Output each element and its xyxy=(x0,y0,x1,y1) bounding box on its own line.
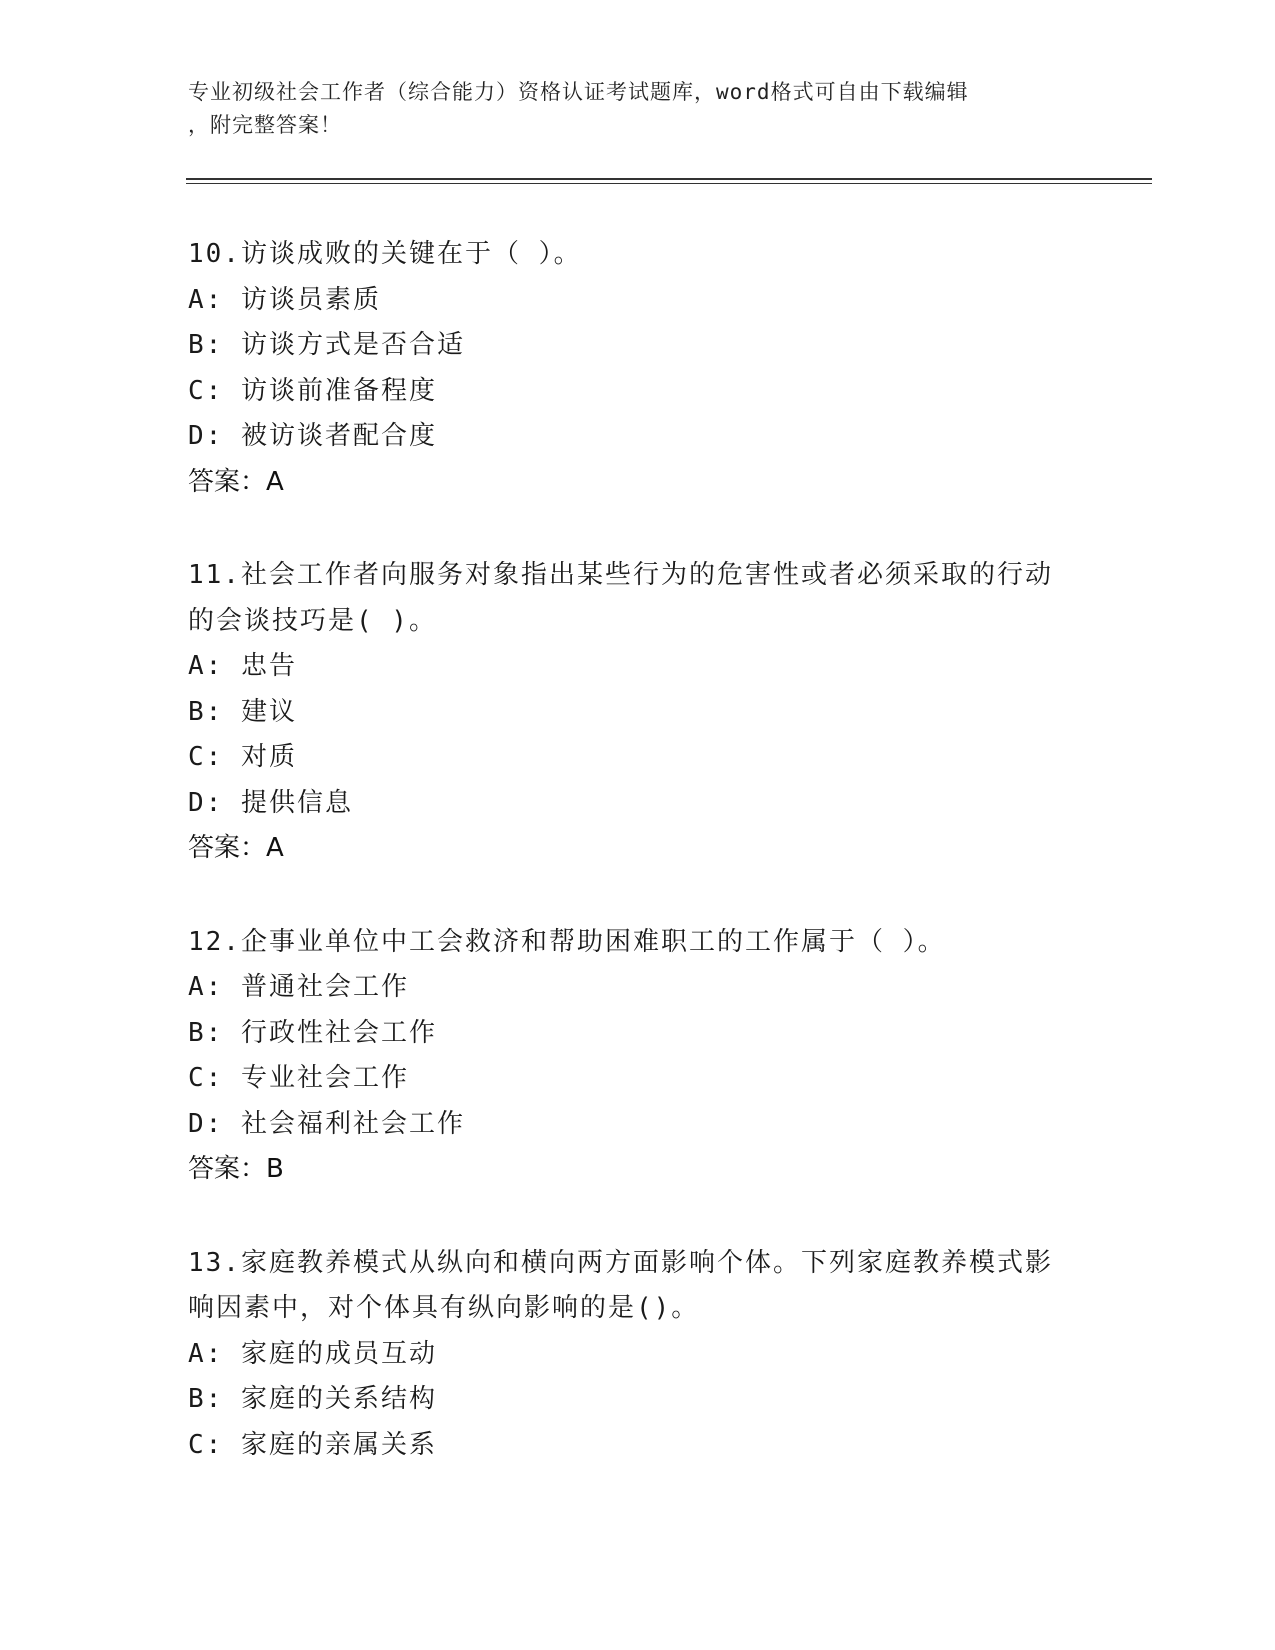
question-10 xyxy=(188,232,1088,505)
option-a: A: 忠告 xyxy=(188,651,297,681)
option-b: B: 家庭的关系结构 xyxy=(188,1384,437,1414)
option-d: D: 提供信息 xyxy=(188,787,353,818)
header-divider-thin xyxy=(186,183,1152,184)
question-stem: 13.家庭教养模式从纵向和横向两方面影响个体。下列家庭教养模式影 xyxy=(188,1247,1053,1278)
question-stem: 12.企事业单位中工会救济和帮助困难职工的工作属于（ ）。 xyxy=(188,926,946,957)
option-c: C: 对质 xyxy=(188,742,297,772)
answer-value: A xyxy=(266,466,284,497)
answer-label: 答案： xyxy=(188,833,267,863)
answer-value: A xyxy=(266,833,284,863)
document-header xyxy=(188,76,1068,142)
header-title-line-2: ，附完整答案！ xyxy=(188,113,342,137)
question-stem-continued: 的会谈技巧是( )。 xyxy=(188,605,437,636)
option-a: A: 访谈员素质 xyxy=(188,284,381,315)
question-stem: 11.社会工作者向服务对象指出某些行为的危害性或者必须采取的行动 xyxy=(188,560,1053,590)
option-b: B: 访谈方式是否合适 xyxy=(188,330,465,360)
header-divider xyxy=(186,178,1152,180)
option-c: C: 专业社会工作 xyxy=(188,1063,409,1093)
option-d: D: 社会福利社会工作 xyxy=(188,1108,465,1139)
question-list xyxy=(188,232,1088,1516)
option-a: A: 普通社会工作 xyxy=(188,972,409,1002)
answer-label: 答案： xyxy=(188,466,267,497)
option-c: C: 访谈前准备程度 xyxy=(188,375,437,406)
question-13 xyxy=(188,1241,1088,1469)
answer-line xyxy=(188,826,1088,872)
question-stem-continued: 响因素中，对个体具有纵向影响的是()。 xyxy=(188,1293,700,1323)
option-c: C: 家庭的亲属关系 xyxy=(188,1429,437,1460)
option-a: A: 家庭的成员互动 xyxy=(188,1338,437,1369)
header-title-line-1: 专业初级社会工作者（综合能力）资格认证考试题库，word格式可自由下载编辑 xyxy=(188,80,969,104)
answer-line xyxy=(188,1147,1088,1193)
answer-value: B xyxy=(266,1154,284,1184)
question-11 xyxy=(188,553,1088,872)
question-stem: 10.访谈成败的关键在于（ ）。 xyxy=(188,239,582,269)
option-b: B: 建议 xyxy=(188,696,297,727)
answer-line xyxy=(188,460,1088,506)
question-12 xyxy=(188,920,1088,1193)
option-d: D: 被访谈者配合度 xyxy=(188,421,437,451)
answer-label: 答案： xyxy=(188,1154,267,1184)
option-b: B: 行政性社会工作 xyxy=(188,1017,437,1048)
